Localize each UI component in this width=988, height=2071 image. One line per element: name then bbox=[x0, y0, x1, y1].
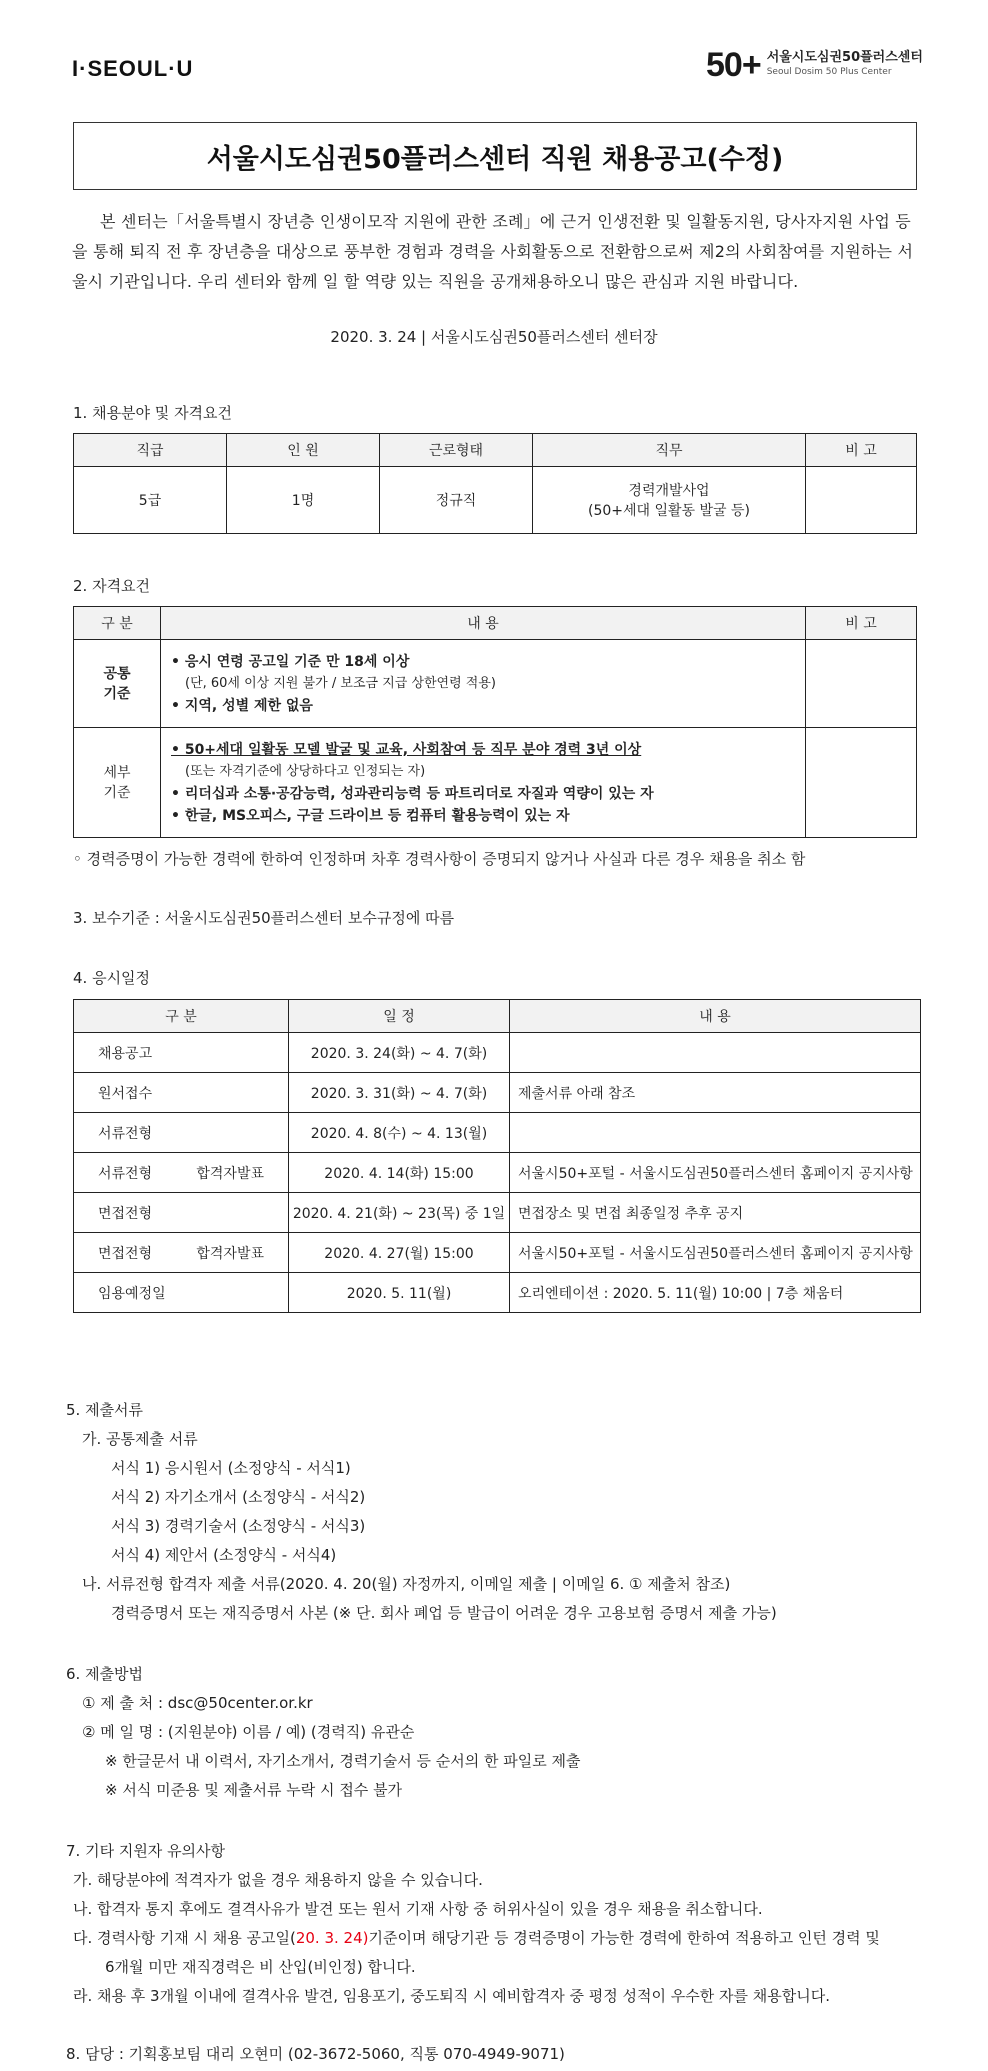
doc-group-a: 가. 공통제출 서류 bbox=[82, 1430, 198, 1448]
table-row bbox=[74, 1273, 921, 1313]
detail-criteria bbox=[161, 728, 806, 838]
notice-date-highlight: 20. 3. 24) bbox=[295, 1929, 369, 1947]
schedule-date: 2020. 4. 14(화) 15:00 bbox=[289, 1153, 510, 1193]
doc-item: 서식 1) 응시원서 (소정양식 - 서식1) bbox=[111, 1459, 351, 1477]
schedule-date: 2020. 4. 27(월) 15:00 bbox=[289, 1233, 510, 1273]
col-header: 직급 bbox=[74, 434, 227, 467]
criteria-line: • 지역, 성별 제한 없음 bbox=[171, 697, 313, 714]
table-header-row bbox=[74, 607, 917, 640]
col-header: 인 원 bbox=[227, 434, 380, 467]
table-cell: 1명 bbox=[227, 467, 380, 534]
center-logo bbox=[706, 44, 923, 86]
table-row bbox=[74, 1233, 921, 1273]
section-6-heading: 6. 제출방법 bbox=[66, 1665, 144, 1683]
col-header: 근로형태 bbox=[380, 434, 533, 467]
criteria-line: • 리더십과 소통·공감능력, 성과관리능력 등 파트리더로 자질과 역량이 있는 자 bbox=[171, 785, 654, 802]
table-cell: 정규직 bbox=[380, 467, 533, 534]
col-header: 비 고 bbox=[806, 607, 917, 640]
schedule-stage: 원서접수 bbox=[74, 1073, 289, 1113]
table-header-row bbox=[74, 434, 917, 467]
criteria-line: • 50+세대 일활동 모델 발굴 및 교육, 사회참여 등 직무 분야 경력 3년 이상 bbox=[171, 741, 642, 758]
criteria-line: • 한글, MS오피스, 구글 드라이브 등 컴퓨터 활용능력이 있는 자 bbox=[171, 807, 570, 824]
center-logo-ko: 서울시도심권50플러스센터 bbox=[766, 50, 923, 65]
table-cell bbox=[533, 467, 806, 534]
career-note: ◦ 경력증명이 가능한 경력에 한하여 인정하며 차후 경력사항이 증명되지 않거나 사실과 다른 경우 채용을 취소 함 bbox=[73, 850, 806, 868]
notice-item bbox=[73, 1927, 880, 1949]
table-cell bbox=[806, 640, 917, 728]
criteria-line: (또는 자격기준에 상당하다고 인정되는 자) bbox=[185, 763, 426, 779]
seoul-logo: I·SEOUL·U bbox=[72, 56, 194, 81]
dateline: 2020. 3. 24 | 서울시도심권50플러스센터 센터장 bbox=[330, 328, 658, 346]
schedule-date: 2020. 3. 24(화) ~ 4. 7(화) bbox=[289, 1033, 510, 1073]
table-cell: 5급 bbox=[74, 467, 227, 534]
category-detail: 세부 기준 bbox=[74, 728, 161, 838]
duty-line: (50+세대 일활동 발굴 등) bbox=[587, 503, 750, 519]
schedule-stage: 면접전형 bbox=[74, 1193, 289, 1233]
table-row bbox=[74, 1153, 921, 1193]
submit-note: ※ 한글문서 내 이력서, 자기소개서, 경력기술서 등 순서의 한 파일로 제출 bbox=[105, 1752, 581, 1770]
doc-group-b: 나. 서류전형 합격자 제출 서류(2020. 4. 20(월) 자정까지, 이메일 제출 | 이메일 6. ① 제출처 참조) bbox=[82, 1575, 731, 1593]
schedule-stage: 면접전형 합격자발표 bbox=[74, 1233, 289, 1273]
schedule-stage: 서류전형 bbox=[74, 1113, 289, 1153]
table-row bbox=[74, 1033, 921, 1073]
section-2-heading: 2. 자격요건 bbox=[73, 577, 151, 595]
schedule-stage: 임용예정일 bbox=[74, 1273, 289, 1313]
criteria-line: (단, 60세 이상 지원 불가 / 보조금 지급 상한연령 적용) bbox=[185, 675, 496, 691]
table-row bbox=[74, 640, 917, 728]
center-logo-mark: 50+ bbox=[706, 45, 761, 84]
notice-item: 가. 해당분야에 적격자가 없을 경우 채용하지 않을 수 있습니다. bbox=[73, 1871, 483, 1889]
center-logo-en: Seoul Dosim 50 Plus Center bbox=[766, 67, 892, 77]
category-common: 공통 기준 bbox=[74, 640, 161, 728]
col-header: 내 용 bbox=[510, 1000, 921, 1033]
doc-item: 서식 4) 제안서 (소정양식 - 서식4) bbox=[111, 1546, 337, 1564]
schedule-stage: 채용공고 bbox=[74, 1033, 289, 1073]
criteria-line: • 응시 연령 공고일 기준 만 18세 이상 bbox=[171, 653, 410, 670]
table-cell bbox=[806, 467, 917, 534]
notice-item-cont: 6개월 미만 재직경력은 비 산입(비인정) 합니다. bbox=[105, 1958, 416, 1976]
contact-line: 8. 담당 : 기획홍보팀 대리 오현미 (02-3672-5060, 직통 070-4949-9071) bbox=[66, 2045, 565, 2063]
col-header: 구 분 bbox=[74, 1000, 289, 1033]
table-row bbox=[74, 1193, 921, 1233]
submit-note: ※ 서식 미준용 및 제출서류 누락 시 접수 불가 bbox=[105, 1781, 403, 1799]
section-4-heading: 4. 응시일정 bbox=[73, 969, 151, 987]
submit-email: ① 제 출 처 : dsc@50center.or.kr bbox=[82, 1694, 313, 1712]
notice-item: 라. 채용 후 3개월 이내에 결격사유 발견, 임용포기, 중도퇴직 시 예비합격자 중 평정 성적이 우수한 자를 채용합니다. bbox=[73, 1987, 830, 2005]
section-7-heading: 7. 기타 지원자 유의사항 bbox=[66, 1842, 226, 1860]
schedule-note: 제출서류 아래 참조 bbox=[510, 1073, 921, 1113]
doc-item: 경력증명서 또는 재직증명서 사본 (※ 단. 회사 폐업 등 발급이 어려운 경우 고용보험 증명서 제출 가능) bbox=[111, 1604, 777, 1622]
page-title: 서울시도심권50플러스센터 직원 채용공고(수정) bbox=[73, 122, 917, 190]
schedule-note: 서울시50+포털 - 서울시도심권50플러스센터 홈페이지 공지사항 bbox=[510, 1233, 921, 1273]
qualification-table bbox=[73, 606, 917, 838]
doc-item: 서식 2) 자기소개서 (소정양식 - 서식2) bbox=[111, 1488, 366, 1506]
mail-subject: ② 메 일 명 : (지원분야) 이름 / 예) (경력직) 유관순 bbox=[82, 1723, 415, 1741]
intro-paragraph: 본 센터는「서울특별시 장년층 인생이모작 지원에 관한 조례」에 근거 인생전환 및 일활동지원, 당사자지원 사업 등을 통해 퇴직 전 후 장년층을 대상으로 풍부한 경험과 경력을 사회활동으로 전환함으로써 제2의 사회참여를 지원하는 서울시 기관입니다. 우리 센터와 함께 일 할 역량 있는 직원을 공개채용하오니 많은 관심과 지원 바랍니다. bbox=[72, 212, 914, 291]
col-header: 비 고 bbox=[806, 434, 917, 467]
center-logo-text bbox=[767, 51, 923, 79]
col-header: 일 정 bbox=[289, 1000, 510, 1033]
table-header-row bbox=[74, 1000, 921, 1033]
notice-item: 나. 합격자 통지 후에도 결격사유가 발견 또는 원서 기재 사항 중 허위사실이 있을 경우 채용을 취소합니다. bbox=[73, 1900, 763, 1918]
notice-text: 다. 경력사항 기재 시 채용 공고일( bbox=[73, 1929, 296, 1947]
doc-item: 서식 3) 경력기술서 (소정양식 - 서식3) bbox=[111, 1517, 366, 1535]
schedule-note bbox=[510, 1113, 921, 1153]
table-row bbox=[74, 1073, 921, 1113]
schedule-table bbox=[73, 999, 921, 1313]
section-5-heading: 5. 제출서류 bbox=[66, 1401, 144, 1419]
table-row bbox=[74, 728, 917, 838]
table-row bbox=[74, 467, 917, 534]
col-header: 구 분 bbox=[74, 607, 161, 640]
table-row bbox=[74, 1113, 921, 1153]
position-table bbox=[73, 433, 917, 534]
schedule-date: 2020. 5. 11(월) bbox=[289, 1273, 510, 1313]
duty-line: 경력개발사업 bbox=[628, 483, 710, 499]
section-3-heading: 3. 보수기준 : 서울시도심권50플러스센터 보수규정에 따름 bbox=[73, 909, 455, 927]
table-cell bbox=[806, 728, 917, 838]
schedule-note: 면접장소 및 면접 최종일정 추후 공지 bbox=[510, 1193, 921, 1233]
common-criteria bbox=[161, 640, 806, 728]
schedule-stage: 서류전형 합격자발표 bbox=[74, 1153, 289, 1193]
notice-text: 기준이며 해당기관 등 경력증명이 가능한 경력에 한하여 적용하고 인턴 경력 및 bbox=[368, 1929, 880, 1947]
schedule-note: 서울시50+포털 - 서울시도심권50플러스센터 홈페이지 공지사항 bbox=[510, 1153, 921, 1193]
col-header: 내 용 bbox=[161, 607, 806, 640]
schedule-date: 2020. 4. 8(수) ~ 4. 13(월) bbox=[289, 1113, 510, 1153]
schedule-date: 2020. 3. 31(화) ~ 4. 7(화) bbox=[289, 1073, 510, 1113]
schedule-note bbox=[510, 1033, 921, 1073]
section-1-heading: 1. 채용분야 및 자격요건 bbox=[73, 404, 233, 422]
schedule-note: 오리엔테이션 : 2020. 5. 11(월) 10:00 | 7층 채움터 bbox=[510, 1273, 921, 1313]
col-header: 직무 bbox=[533, 434, 806, 467]
schedule-date: 2020. 4. 21(화) ~ 23(목) 중 1일 bbox=[289, 1193, 510, 1233]
